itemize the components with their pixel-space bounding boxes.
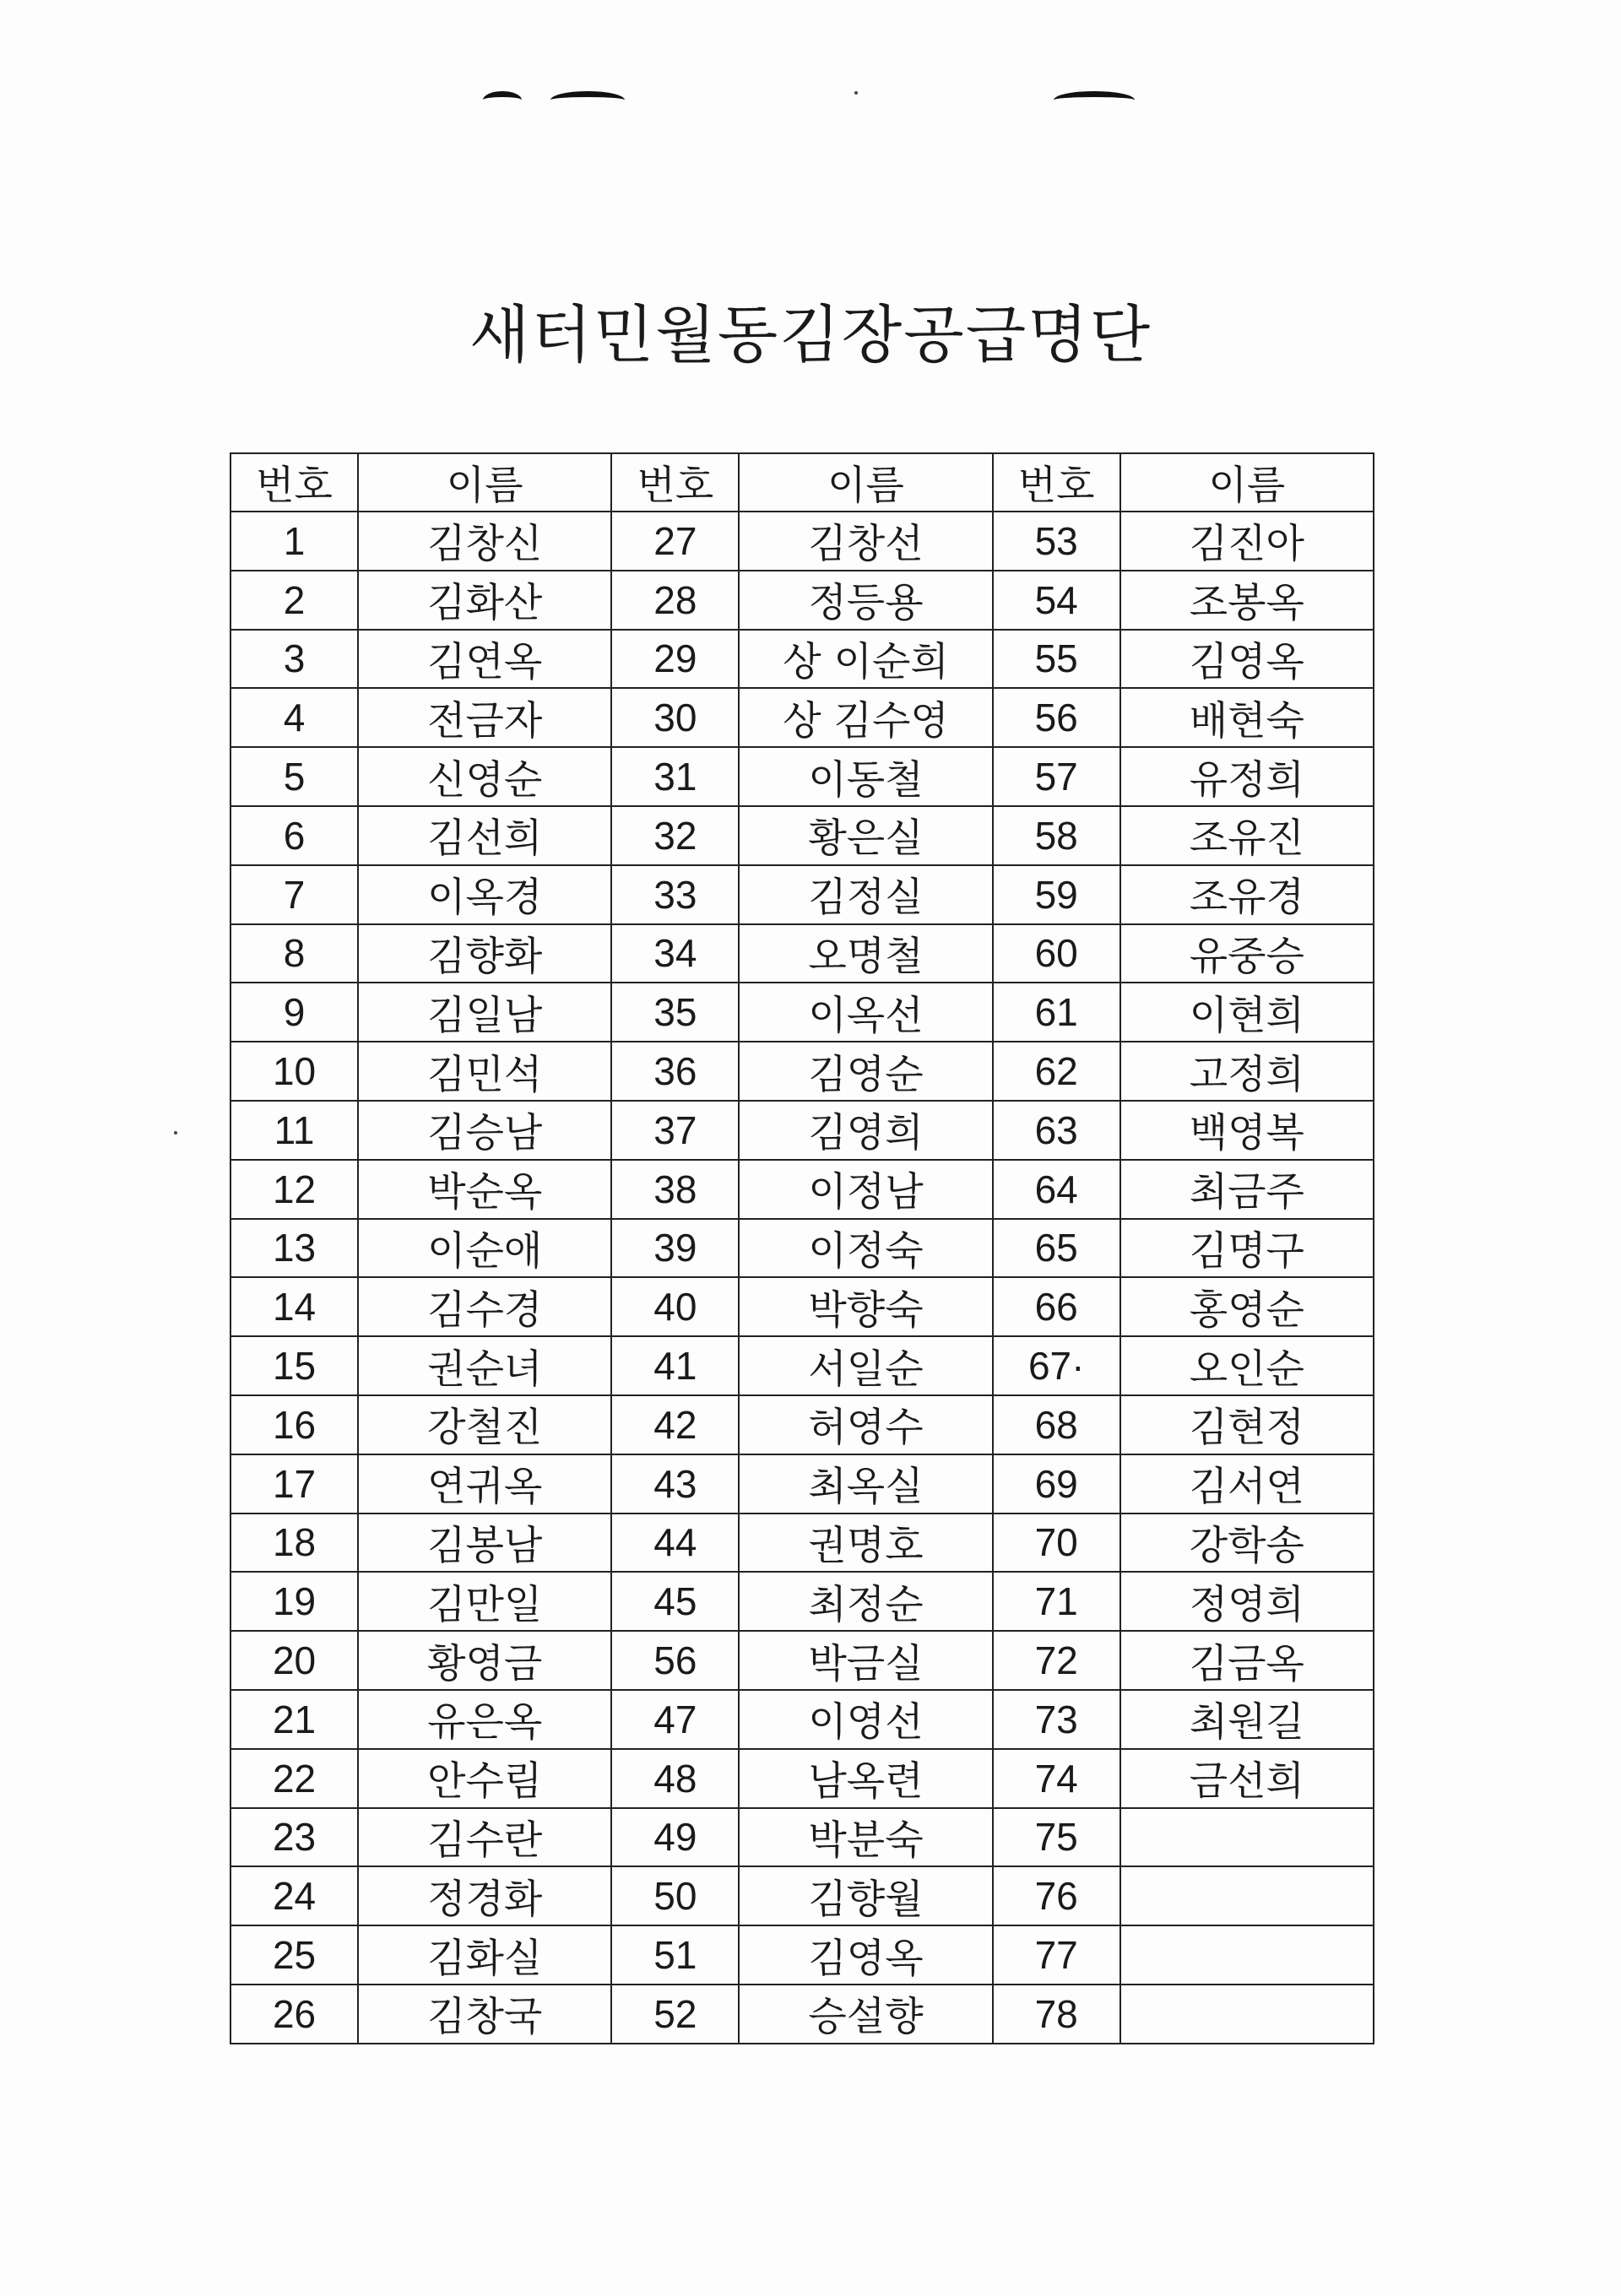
number-cell: 8 — [230, 924, 358, 983]
number-cell: 68 — [993, 1395, 1120, 1454]
name-cell: 조봉옥 — [1120, 571, 1374, 630]
name-cell: 조유경 — [1120, 865, 1374, 924]
number-cell: 1 — [230, 512, 358, 571]
name-cell: 이정남 — [739, 1160, 992, 1219]
name-cell: 오명철 — [739, 924, 992, 983]
column-header-name: 이름 — [358, 453, 611, 512]
name-cell: 강철진 — [358, 1395, 611, 1454]
table-row — [230, 1690, 1374, 1749]
name-cell: 최금주 — [1120, 1160, 1374, 1219]
number-cell: 64 — [993, 1160, 1120, 1219]
table-row — [230, 1866, 1374, 1925]
scan-mark — [483, 91, 522, 109]
number-cell: 71 — [993, 1572, 1120, 1631]
scan-mark — [550, 91, 625, 109]
name-cell: 김향화 — [358, 924, 611, 983]
column-header-name: 이름 — [1120, 453, 1374, 512]
name-cell: 배현숙 — [1120, 688, 1374, 747]
number-cell: 65 — [993, 1219, 1120, 1278]
name-cell: 이동철 — [739, 747, 992, 806]
scan-speck — [854, 91, 858, 95]
number-cell: 53 — [993, 512, 1120, 571]
number-cell: 13 — [230, 1219, 358, 1278]
number-cell: 14 — [230, 1277, 358, 1336]
number-cell: 69 — [993, 1454, 1120, 1514]
table-row — [230, 924, 1374, 983]
table-row — [230, 806, 1374, 865]
table-row — [230, 1925, 1374, 1985]
name-cell: 황영금 — [358, 1631, 611, 1690]
number-cell: 31 — [611, 747, 739, 806]
name-cell: 강학송 — [1120, 1514, 1374, 1573]
table-row — [230, 1631, 1374, 1690]
name-cell: 김서연 — [1120, 1454, 1374, 1514]
name-cell: 김만일 — [358, 1572, 611, 1631]
name-cell: 김봉남 — [358, 1514, 611, 1573]
name-cell: 이영선 — [739, 1690, 992, 1749]
name-cell: 최정순 — [739, 1572, 992, 1631]
number-cell: 10 — [230, 1042, 358, 1101]
number-cell: 7 — [230, 865, 358, 924]
number-cell: 28 — [611, 571, 739, 630]
number-cell: 56 — [993, 688, 1120, 747]
number-cell: 3 — [230, 630, 358, 689]
number-cell: 30 — [611, 688, 739, 747]
table-row — [230, 1042, 1374, 1101]
number-cell: 75 — [993, 1808, 1120, 1867]
table-row — [230, 688, 1374, 747]
name-cell: 김수경 — [358, 1277, 611, 1336]
number-cell: 48 — [611, 1749, 739, 1808]
number-cell: 22 — [230, 1749, 358, 1808]
number-cell: 35 — [611, 983, 739, 1042]
number-cell: 73 — [993, 1690, 1120, 1749]
number-cell: 43 — [611, 1454, 739, 1514]
number-cell: 9 — [230, 983, 358, 1042]
name-cell: 유은옥 — [358, 1690, 611, 1749]
name-cell: 박금실 — [739, 1631, 992, 1690]
scan-mark — [1054, 91, 1135, 109]
name-cell: 김승남 — [358, 1101, 611, 1160]
number-cell: 17 — [230, 1454, 358, 1514]
number-cell: 42 — [611, 1395, 739, 1454]
name-cell: 고정희 — [1120, 1042, 1374, 1101]
name-cell: 김금옥 — [1120, 1631, 1374, 1690]
table-row — [230, 1749, 1374, 1808]
name-cell: 김수란 — [358, 1808, 611, 1867]
number-cell: 6 — [230, 806, 358, 865]
number-cell: 77 — [993, 1925, 1120, 1985]
number-cell: 40 — [611, 1277, 739, 1336]
name-cell: 이현희 — [1120, 983, 1374, 1042]
name-cell: 이정숙 — [739, 1219, 992, 1278]
number-cell: 59 — [993, 865, 1120, 924]
table-row — [230, 1277, 1374, 1336]
number-cell: 23 — [230, 1808, 358, 1867]
number-cell: 15 — [230, 1336, 358, 1395]
number-cell: 60 — [993, 924, 1120, 983]
table-row — [230, 512, 1374, 571]
table-row — [230, 1572, 1374, 1631]
name-cell: 김영옥 — [739, 1925, 992, 1985]
name-cell: 김향월 — [739, 1866, 992, 1925]
table-row — [230, 983, 1374, 1042]
name-cell: 허영수 — [739, 1395, 992, 1454]
number-cell: 63 — [993, 1101, 1120, 1160]
number-cell: 61 — [993, 983, 1120, 1042]
name-cell: 김화실 — [358, 1925, 611, 1985]
number-cell: 12 — [230, 1160, 358, 1219]
number-cell: 58 — [993, 806, 1120, 865]
name-cell: 신영순 — [358, 747, 611, 806]
name-cell: 박분숙 — [739, 1808, 992, 1867]
name-cell: 상 이순희 — [739, 630, 992, 689]
number-cell: 37 — [611, 1101, 739, 1160]
table-row — [230, 571, 1374, 630]
number-cell: 70 — [993, 1514, 1120, 1573]
number-cell: 74 — [993, 1749, 1120, 1808]
table-row — [230, 747, 1374, 806]
name-cell: 김화산 — [358, 571, 611, 630]
name-cell: 정영희 — [1120, 1572, 1374, 1631]
name-cell: 김선희 — [358, 806, 611, 865]
name-cell: 연귀옥 — [358, 1454, 611, 1514]
number-cell: 19 — [230, 1572, 358, 1631]
number-cell: 18 — [230, 1514, 358, 1573]
name-cell: 백영복 — [1120, 1101, 1374, 1160]
table-row — [230, 1514, 1374, 1573]
name-cell: 박순옥 — [358, 1160, 611, 1219]
name-cell: 조유진 — [1120, 806, 1374, 865]
name-cell: 김영희 — [739, 1101, 992, 1160]
name-cell: 상 김수영 — [739, 688, 992, 747]
name-cell: 김명구 — [1120, 1219, 1374, 1278]
name-cell: 승설향 — [739, 1985, 992, 2044]
name-cell: 김현정 — [1120, 1395, 1374, 1454]
table-row — [230, 1336, 1374, 1395]
name-cell: 홍영순 — [1120, 1277, 1374, 1336]
table-row — [230, 1808, 1374, 1867]
name-cell — [1120, 1925, 1374, 1985]
number-cell: 29 — [611, 630, 739, 689]
number-cell: 67· — [993, 1336, 1120, 1395]
header-row — [230, 453, 1374, 512]
name-cell: 김진아 — [1120, 512, 1374, 571]
name-cell: 김창선 — [739, 512, 992, 571]
number-cell: 16 — [230, 1395, 358, 1454]
name-cell: 김정실 — [739, 865, 992, 924]
number-cell: 38 — [611, 1160, 739, 1219]
name-cell: 김연옥 — [358, 630, 611, 689]
number-cell: 27 — [611, 512, 739, 571]
column-header-name: 이름 — [739, 453, 992, 512]
table-row — [230, 1395, 1374, 1454]
table-row — [230, 630, 1374, 689]
name-cell: 황은실 — [739, 806, 992, 865]
number-cell: 41 — [611, 1336, 739, 1395]
name-cell — [1120, 1866, 1374, 1925]
number-cell: 78 — [993, 1985, 1120, 2044]
number-cell: 76 — [993, 1866, 1120, 1925]
number-cell: 57 — [993, 747, 1120, 806]
name-cell: 이옥선 — [739, 983, 992, 1042]
table-row — [230, 1160, 1374, 1219]
column-header-number: 번호 — [993, 453, 1120, 512]
table-row — [230, 1454, 1374, 1514]
name-cell: 이순애 — [358, 1219, 611, 1278]
number-cell: 2 — [230, 571, 358, 630]
number-cell: 21 — [230, 1690, 358, 1749]
number-cell: 39 — [611, 1219, 739, 1278]
name-cell: 최옥실 — [739, 1454, 992, 1514]
number-cell: 49 — [611, 1808, 739, 1867]
number-cell: 5 — [230, 747, 358, 806]
name-cell: 전금자 — [358, 688, 611, 747]
number-cell: 55 — [993, 630, 1120, 689]
table-row — [230, 1101, 1374, 1160]
name-cell: 금선희 — [1120, 1749, 1374, 1808]
table-row — [230, 865, 1374, 924]
number-cell: 36 — [611, 1042, 739, 1101]
number-cell: 20 — [230, 1631, 358, 1690]
number-cell: 72 — [993, 1631, 1120, 1690]
column-header-number: 번호 — [230, 453, 358, 512]
name-cell: 서일순 — [739, 1336, 992, 1395]
number-cell: 26 — [230, 1985, 358, 2044]
table-row — [230, 1219, 1374, 1278]
name-cell: 김창신 — [358, 512, 611, 571]
name-cell: 안수림 — [358, 1749, 611, 1808]
number-cell: 44 — [611, 1514, 739, 1573]
number-cell: 25 — [230, 1925, 358, 1985]
name-cell: 유정희 — [1120, 747, 1374, 806]
name-cell: 유중승 — [1120, 924, 1374, 983]
number-cell: 56 — [611, 1631, 739, 1690]
name-cell: 김민석 — [358, 1042, 611, 1101]
name-cell: 남옥련 — [739, 1749, 992, 1808]
number-cell: 32 — [611, 806, 739, 865]
name-cell: 김영옥 — [1120, 630, 1374, 689]
number-cell: 11 — [230, 1101, 358, 1160]
document-title: 새터민월동김장공급명단 — [469, 299, 1152, 371]
name-cell — [1120, 1808, 1374, 1867]
column-header-number: 번호 — [611, 453, 739, 512]
name-cell: 김창국 — [358, 1985, 611, 2044]
name-cell: 정등용 — [739, 571, 992, 630]
roster-body — [230, 512, 1374, 2044]
number-cell: 24 — [230, 1866, 358, 1925]
scan-speck — [174, 1131, 177, 1134]
name-cell: 권명호 — [739, 1514, 992, 1573]
number-cell: 33 — [611, 865, 739, 924]
name-cell: 권순녀 — [358, 1336, 611, 1395]
name-cell: 김영순 — [739, 1042, 992, 1101]
number-cell: 51 — [611, 1925, 739, 1985]
number-cell: 50 — [611, 1866, 739, 1925]
number-cell: 45 — [611, 1572, 739, 1631]
roster-table — [230, 452, 1374, 2044]
name-cell: 박향숙 — [739, 1277, 992, 1336]
number-cell: 54 — [993, 571, 1120, 630]
number-cell: 34 — [611, 924, 739, 983]
number-cell: 62 — [993, 1042, 1120, 1101]
number-cell: 4 — [230, 688, 358, 747]
number-cell: 52 — [611, 1985, 739, 2044]
name-cell: 최원길 — [1120, 1690, 1374, 1749]
name-cell: 정경화 — [358, 1866, 611, 1925]
name-cell — [1120, 1985, 1374, 2044]
number-cell: 66 — [993, 1277, 1120, 1336]
name-cell: 오인순 — [1120, 1336, 1374, 1395]
name-cell: 김일남 — [358, 983, 611, 1042]
table-row — [230, 1985, 1374, 2044]
number-cell: 47 — [611, 1690, 739, 1749]
name-cell: 이옥경 — [358, 865, 611, 924]
